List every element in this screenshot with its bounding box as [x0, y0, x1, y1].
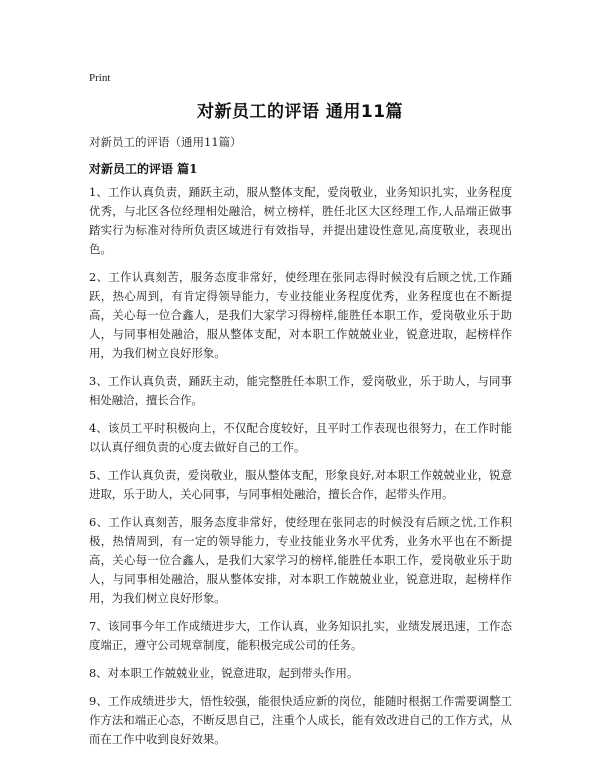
paragraph-9: 9、工作成绩进步大，悟性较强，能很快适应新的岗位，能随时根据工作需要调整工作方法和端正心态，不断反思自己，注重个人成长，能有效改进自己的工作方式，从而在工作中收到良好效果。: [89, 694, 512, 746]
paragraph-7: 7、该同事今年工作成绩进步大，工作认真，业务知识扎实，业绩发展迅速，工作态度端正，遵守公司规章制度，能积极完成公司的任务。: [89, 619, 512, 652]
paragraph-3: 3、工作认真负责，踊跃主动，能完整胜任本职工作，爱岗敬业，乐于助人，与同事相处融洽，擅长合作。: [89, 374, 512, 407]
paragraph-list: [89, 183, 512, 758]
section-heading: 对新员工的评语 篇1: [89, 162, 198, 176]
paragraph-1: 1、工作认真负责，踊跃主动，服从整体支配，爱岗敬业，业务知识扎实，业务程度优秀，与北区各位经理相处融洽，树立榜样，胜任北区大区经理工作,人品端正做事踏实行为标准对待所负责区域进行有效指导，并提出建设性意见,高度敬业，表现出色。: [89, 185, 512, 256]
paragraph-2: 2、工作认真刻苦，服务态度非常好，使经理在张同志得时候没有后顾之忧,工作踊跃，热心周到，有肯定得领导能力，专业技能业务程度优秀，业务程度也在不断提高，关心每一位合鑫人，是我们大家学习得榜样,能胜任本职工作，爱岗敬业乐于助人，与同事相处融洽，服从整体支配，对本职工作兢兢业业，锐意进取，起榜样作用，为我们树立良好形象。: [89, 270, 512, 360]
paragraph-4: 4、该员工平时积极向上，不仅配合度较好，且平时工作表现也很努力，在工作时能以认真仔细负责的心度去做好自己的工作。: [89, 421, 512, 454]
page-title: 对新员工的评语 通用11篇: [196, 102, 404, 122]
paragraph-8: 8、对本职工作兢兢业业，锐意进取，起到带头作用。: [89, 666, 359, 680]
print-label[interactable]: Print: [89, 72, 111, 84]
subtitle: 对新员工的评语（通用11篇）: [89, 135, 242, 149]
paragraph-5: 5、工作认真负责，爱岗敬业，服从整体支配，形象良好,对本职工作兢兢业业，锐意进取，乐于助人，关心同事，与同事相处融洽，擅长合作，起带头作用。: [89, 468, 512, 501]
paragraph-6: 6、工作认真刻苦，服务态度非常好，使经理在张同志的时候没有后顾之忧,工作积极，热情周到，有一定的领导能力，专业技能业务水平优秀，业务水平也在不断提高，关心每一位合鑫人，是我们大家学习的榜样,能胜任本职工作，爱岗敬业乐于助人，与同事相处融洽，服从整体安排，对本职工作兢兢业业，锐意进取，起榜样作用，为我们树立良好形象。: [89, 515, 512, 605]
